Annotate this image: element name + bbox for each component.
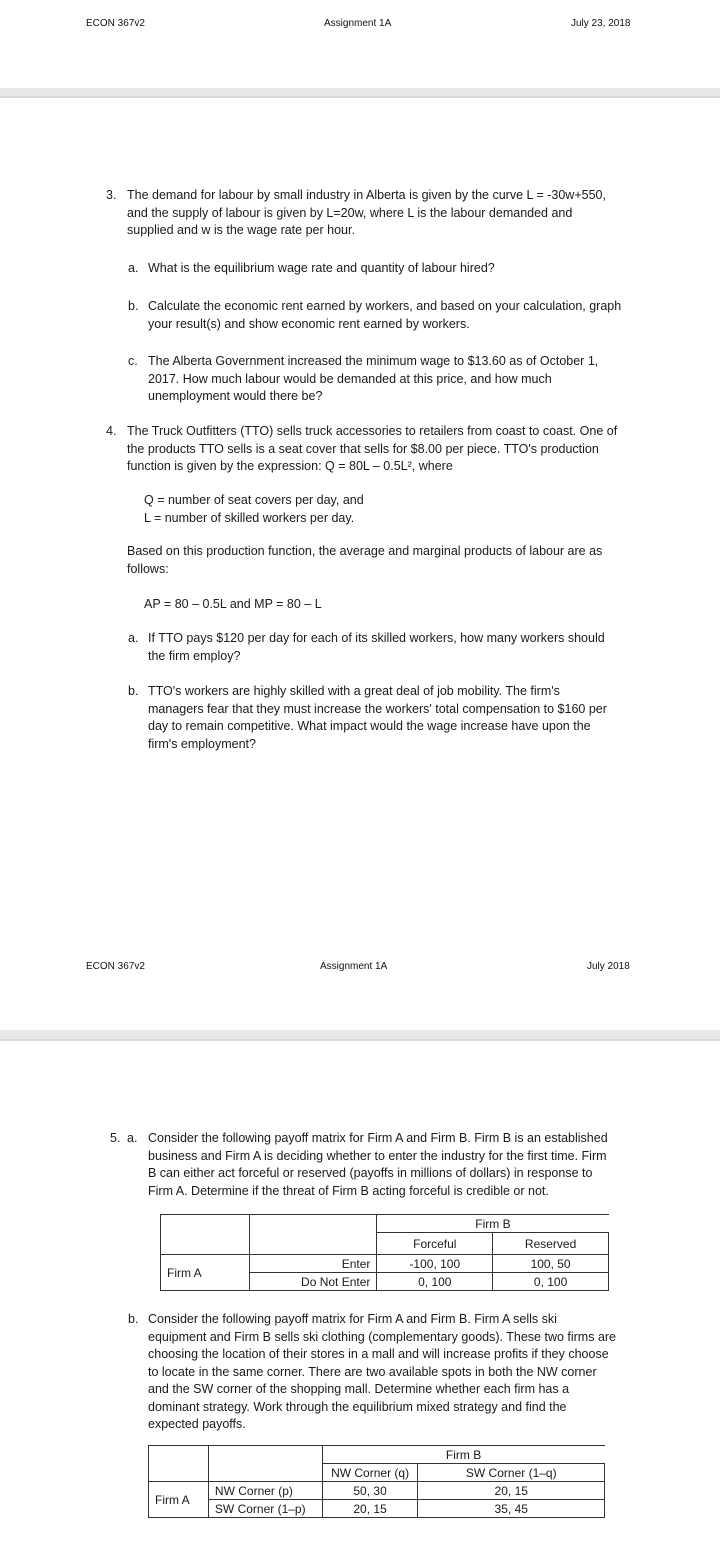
q4-line: The Truck Outfitters (TTO) sells truck accessories to retailers from coast to coast. One of (127, 424, 618, 438)
page-gap (0, 1030, 720, 1039)
q3b-text (148, 298, 648, 333)
table-corner (149, 1464, 209, 1482)
payoff-cell: 20, 15 (322, 1500, 418, 1518)
q5a-line: B can either act forceful or reserved (payoffs in millions of dollars) in response to (148, 1166, 593, 1180)
q4-text (127, 423, 647, 476)
q4b-line: managers fear that they must increase the workers' total compensation to $160 per (148, 701, 607, 716)
q3a-line: What is the equilibrium wage rate and quantity of labour hired? (148, 261, 495, 275)
q5b-line: expected payoffs. (148, 1417, 246, 1431)
q4-formula: AP = 80 – 0.5L and MP = 80 – L (144, 597, 322, 611)
q3c-text (148, 353, 648, 406)
q5b-line: dominant strategy. Work through the equilibrium mixed strategy and find the (148, 1399, 567, 1414)
q4-based-line: Based on this production function, the average and marginal products of labour are as (127, 544, 603, 558)
q3c-line: The Alberta Government increased the minimum wage to $13.60 as of October 1, (148, 354, 599, 368)
q3a-text (148, 260, 648, 278)
q5a-line: Consider the following payoff matrix for Firm A and Firm B. Firm B is an established (148, 1131, 608, 1145)
q3-number: 3. (106, 188, 117, 202)
row-header: NW Corner (p) (208, 1482, 322, 1500)
q5b-line: to locate in the same corner. There are two available spots in both the NW corner (148, 1364, 597, 1379)
col-header: SW Corner (1–q) (418, 1464, 605, 1482)
row-header: Do Not Enter (249, 1273, 377, 1291)
q4-definitions (144, 492, 544, 527)
q5a-line: Firm A. Determine if the threat of Firm B acting forceful is credible or not. (148, 1183, 549, 1198)
q3-text (127, 187, 647, 240)
payoff-cell: 50, 30 (322, 1482, 418, 1500)
q5b-text (148, 1311, 648, 1434)
q3-line: and the supply of labour is given by L=20w, where L is the labour demanded and (127, 205, 573, 220)
q4-based-line: follows: (127, 561, 169, 576)
col-header: Reserved (493, 1233, 609, 1255)
row-player-label: Firm A (161, 1255, 250, 1291)
header-title: Assignment 1A (324, 18, 392, 29)
table-corner (249, 1233, 377, 1255)
q4-definition-line: Q = number of seat covers per day, and (144, 493, 364, 507)
table-corner (161, 1233, 250, 1255)
col-header: NW Corner (q) (322, 1464, 418, 1482)
col-player-label (377, 1215, 609, 1233)
q4a-line: the firm employ? (148, 648, 241, 663)
q5a-text (148, 1130, 648, 1200)
payoff-cell: 0, 100 (377, 1273, 493, 1291)
table-corner (208, 1446, 322, 1464)
q4b-line: day to remain competitive. What impact would the wage increase have upon the (148, 719, 591, 733)
table-corner (249, 1215, 377, 1233)
q3-line: The demand for labour by small industry in Alberta is given by the curve L = -30w+550, (127, 188, 606, 202)
table-corner (208, 1464, 322, 1482)
payoff-table-entry (160, 1214, 609, 1291)
q3-line: supplied and w is the wage rate per hour. (127, 223, 355, 237)
payoff-table-location (148, 1445, 605, 1518)
col-player-text: Firm B (445, 1447, 482, 1462)
table-corner (149, 1446, 209, 1464)
q3b-line: your result(s) and show economic rent earned by workers. (148, 316, 470, 331)
row-header: Enter (249, 1255, 377, 1273)
q4b-text (148, 683, 648, 753)
row-player-label: Firm A (149, 1482, 209, 1518)
header-date: July 23, 2018 (571, 18, 631, 29)
q3b-label: b. (128, 299, 139, 313)
q4a-label: a. (128, 631, 139, 645)
q3a-label: a. (128, 261, 139, 275)
q5a-line: business and Firm A is deciding whether to enter the industry for the first time. Firm (148, 1148, 607, 1163)
q4b-line: firm's employment? (148, 736, 256, 751)
col-player-text: Firm B (475, 1216, 511, 1231)
q5b-line: Consider the following payoff matrix for Firm A and Firm B. Firm A sells ski (148, 1312, 557, 1326)
q4-number: 4. (106, 424, 117, 438)
q3c-label: c. (128, 354, 138, 368)
q4-definition-line: L = number of skilled workers per day. (144, 510, 355, 525)
q4-based-text (127, 543, 647, 578)
q5b-label: b. (128, 1312, 139, 1326)
payoff-cell: -100, 100 (377, 1255, 493, 1273)
q4a-text (148, 630, 648, 665)
page-gap-line (0, 1039, 720, 1041)
header-title: Assignment 1A (320, 961, 388, 972)
q4-line: function is given by the expression: Q = 80L – 0.5L², where (127, 459, 453, 473)
payoff-cell: 0, 100 (493, 1273, 609, 1291)
page-gap (0, 88, 720, 96)
payoff-cell: 20, 15 (418, 1482, 605, 1500)
q5b-line: equipment and Firm B sells ski clothing (complementary goods). These two firms are (148, 1329, 617, 1344)
header-date: July 2018 (587, 961, 630, 972)
q5b-line: choosing the location of their stores in a mall and will increase profits if they choose (148, 1347, 609, 1361)
q4-line: the products TTO sells is a seat cover that sells for $8.00 per piece. TTO's production (127, 441, 599, 456)
col-player-label (322, 1446, 604, 1464)
q5b-line: and the SW corner of the shopping mall. Determine whether each firm has a (148, 1382, 570, 1396)
q4b-label: b. (128, 684, 139, 698)
col-header: Forceful (377, 1233, 493, 1255)
q4b-line: TTO's workers are highly skilled with a great deal of job mobility. The firm's (148, 684, 560, 698)
header-course: ECON 367v2 (86, 18, 145, 29)
q3c-line: 2017. How much labour would be demanded at this price, and how much (148, 371, 552, 386)
page-gap-line (0, 96, 720, 98)
table-corner (161, 1215, 250, 1233)
header-course: ECON 367v2 (86, 961, 145, 972)
q3c-line: unemployment would there be? (148, 389, 323, 403)
q5a-label: a. (127, 1131, 138, 1145)
payoff-cell: 35, 45 (418, 1500, 605, 1518)
payoff-cell: 100, 50 (493, 1255, 609, 1273)
q3b-line: Calculate the economic rent earned by workers, and based on your calculation, graph (148, 299, 622, 313)
q5-number: 5. (110, 1131, 121, 1145)
row-header: SW Corner (1–p) (208, 1500, 322, 1518)
q4a-line: If TTO pays $120 per day for each of its skilled workers, how many workers should (148, 631, 605, 645)
